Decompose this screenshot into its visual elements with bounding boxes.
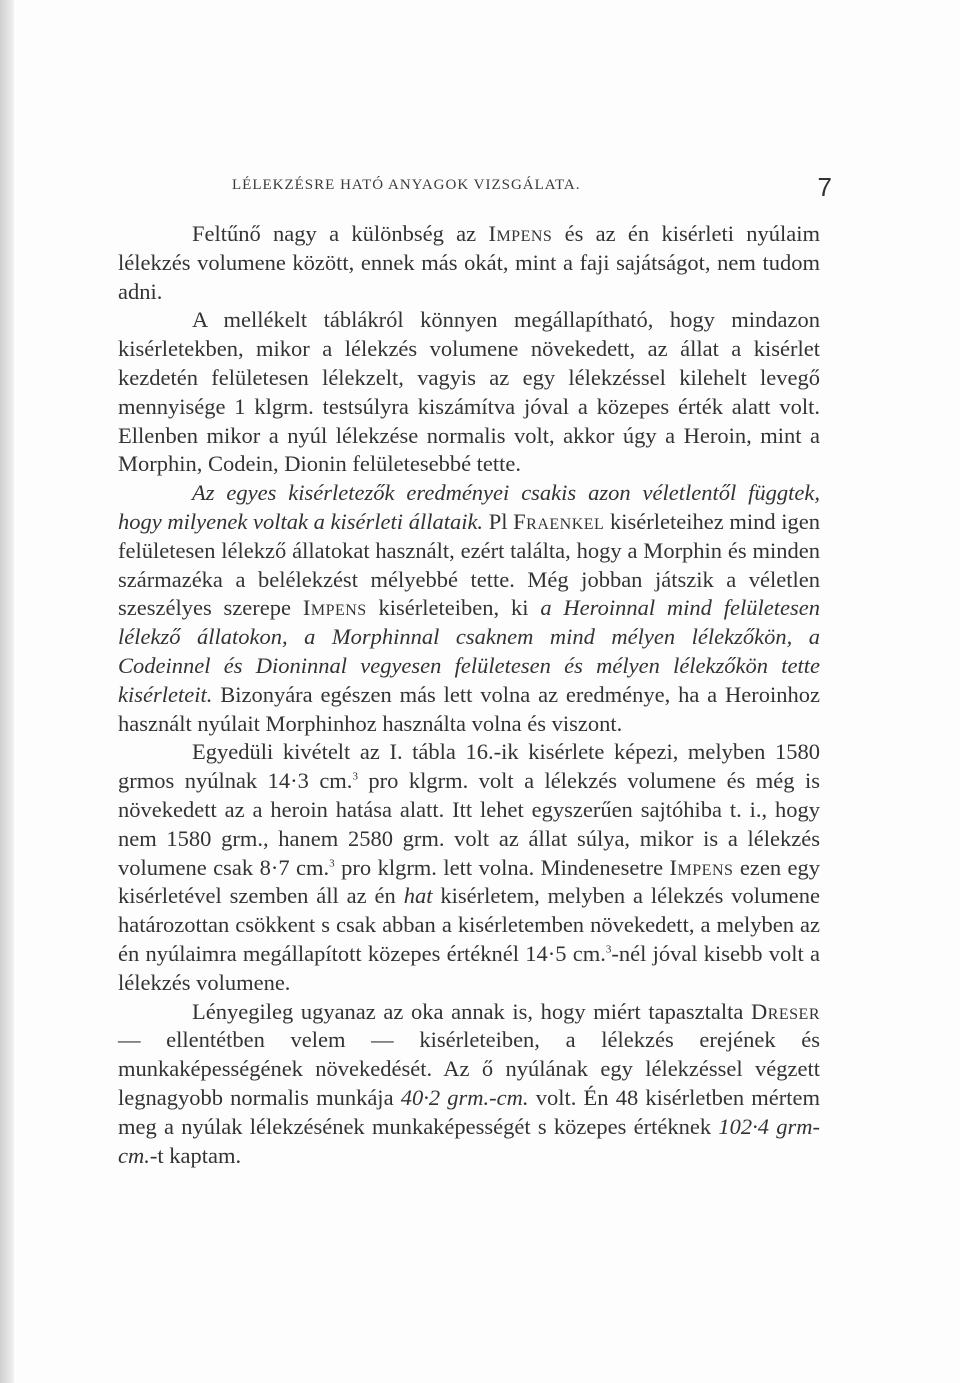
superscript: 3 bbox=[329, 857, 335, 870]
italic-text: a Heroinnal mind felületesen lélekző állatokon, a Morphinnal csaknem mind mélyen lélekzőkön, a Codeinnel és Dioninnal vegyesen felületesen és mélyen lélekzőkön tette kisérleteit. bbox=[118, 595, 820, 707]
author-name: Dreser bbox=[750, 998, 820, 1024]
text-run: kisérletem, melyben a lélekzés volumene határozottan csökkent s csak abban a kisérletemben növekedett, a melyben az én nyúlaimra megállapított közepes értéknél 14·5 cm. bbox=[118, 883, 820, 966]
italic-text: hat bbox=[403, 883, 433, 909]
superscript: 3 bbox=[605, 943, 612, 956]
text-run: Pl bbox=[483, 508, 514, 534]
page-number: 7 bbox=[817, 172, 832, 202]
text-run: volt. Én 48 kisérletben mértem meg a nyúlak lélekzésének munkaképességét s közepes értéknek bbox=[118, 1084, 820, 1139]
paragraph-1 bbox=[118, 220, 820, 306]
author-name: Impens bbox=[302, 595, 367, 621]
text-run: A mellékelt táblákról könnyen megállapítható, hogy mindazon kisérletekben, mikor a lélekzés volumene növekedett, az állat a kisérlet kezdetén felületesen lélekzelt, vagyis az egy lélekzéssel kilehelt levegő mennyisége 1 klgrm. testsúlyra kiszámítva jóval a közepes érték alatt volt. Ellenben mikor a nyúl lélekzése normalis volt, akkor úgy a Heroin, mint a Morphin, Codein, Dionin felületesebbé tette. bbox=[118, 307, 820, 477]
author-name: Impens bbox=[488, 221, 553, 246]
italic-text: Az egyes kisérletezők eredményei csakis azon véletlentől függtek, hogy milyenek voltak a kisérleti állataik. bbox=[118, 480, 820, 534]
author-name: Fraenkel bbox=[513, 508, 605, 534]
text-run: pro klgrm. lett volna. Mindenesetre bbox=[334, 854, 670, 880]
text-run: — ellentétben velem — kisérleteiben, a lélekzés erejének és munkaképességének növekedését. Az ő nyúlának egy lélekzéssel végzett legnagyobb normalis munkája bbox=[118, 1027, 820, 1110]
paragraph-2 bbox=[118, 306, 820, 479]
author-name: Impens bbox=[669, 854, 734, 880]
text-run: ezen egy kisérletével szemben áll az én bbox=[118, 854, 821, 909]
text-run: és az én kisérleti nyúlaim lélekzés volumene között, ennek más okát, mint a faji sajátságot, nem tudom adni. bbox=[118, 221, 820, 304]
superscript: 3 bbox=[352, 770, 358, 783]
text-run: pro klgrm. volt a lélekzés volumene és még is növekedett az a heroin hatása alatt. Itt lehet egyszerűen sajtóhiba t. i., hogy nem 1580 grm., hanem 2580 grm. volt az állat súlya, mikor is a lélekzés volumene csak 8·7 cm. bbox=[118, 768, 820, 880]
text-run: -nél jóval kisebb volt a lélekzés volumene. bbox=[118, 940, 820, 995]
text-run: Bizonyára egészen más lett volna az eredménye, ha a Heroinhoz használt nyúlait Morphinhoz használta volna és viszont. bbox=[118, 681, 820, 736]
running-header bbox=[232, 172, 832, 202]
paragraph-4 bbox=[118, 738, 820, 997]
running-title: LÉLEKZÉSRE HATÓ ANYAGOK VIZSGÁLATA. bbox=[232, 177, 581, 193]
body-text bbox=[118, 220, 820, 1170]
text-run: Egyedüli kivételt az I. tábla 16.-ik kisérlete képezi, melyben 1580 grmos nyúlnak 14·3 cm. bbox=[118, 739, 820, 794]
italic-text: 40·2 grm.-cm. bbox=[400, 1084, 529, 1110]
text-run: Feltűnő nagy a különbség az bbox=[192, 221, 489, 246]
text-run: Lényegileg ugyanaz az oka annak is, hogy miért tapasztalta bbox=[192, 998, 751, 1024]
paragraph-3 bbox=[118, 479, 820, 738]
paragraph-5 bbox=[118, 998, 820, 1171]
text-run: kisérleteiben, ki bbox=[366, 595, 541, 621]
text-run: kisérleteihez mind igen felületesen lélekző állatokat használt, ezért találta, hogy a Morphin és minden származéka a belélekzést mélyebbé tette. Még jobban játszik a véletlen szeszélyes szerepe bbox=[118, 508, 820, 621]
page-edge-shadow bbox=[0, 0, 14, 1383]
italic-text: 102·4 grm-cm. bbox=[118, 1113, 821, 1168]
text-run: -t kaptam. bbox=[149, 1142, 242, 1168]
